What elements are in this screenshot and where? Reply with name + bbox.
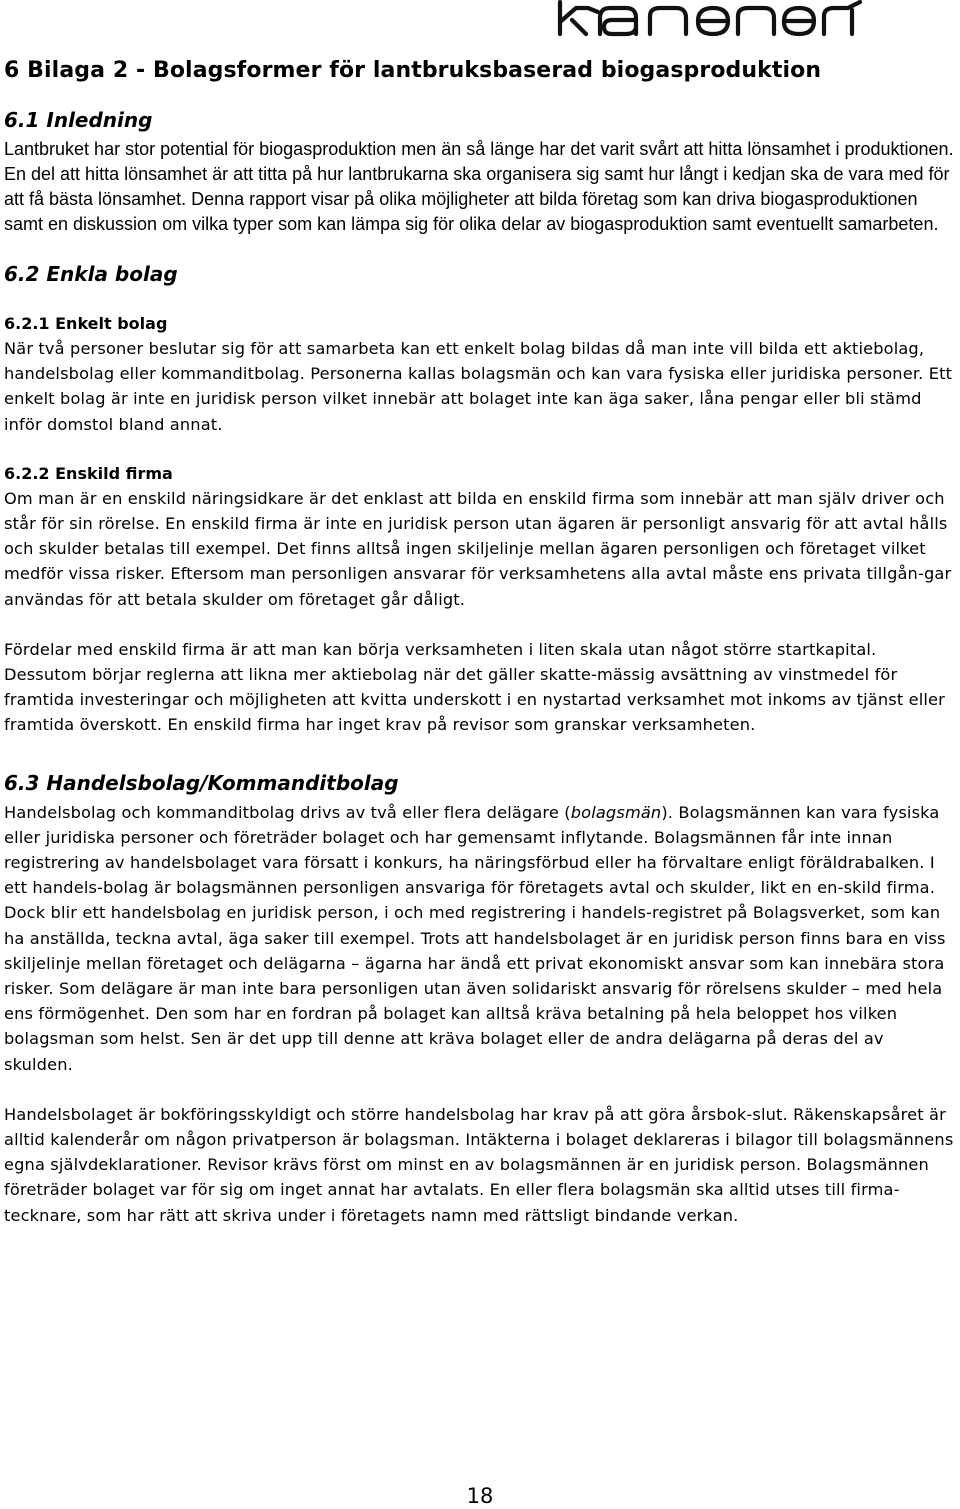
subsection-title-6-2-2: 6.2.2 Enskild firma xyxy=(4,463,173,483)
paragraph-handelsbolag-1-start: Handelsbolag och kommanditbolag drivs av två eller flera delägare ( xyxy=(4,802,571,822)
section-title-6-2: 6.2 Enkla bolag xyxy=(4,262,178,286)
document-page xyxy=(4,54,956,1228)
page-number: 18 xyxy=(466,1484,494,1508)
kanenergi-logo xyxy=(552,0,874,38)
term-bolagsman: bolagsmän xyxy=(570,802,662,822)
paragraph-handelsbolag-1-rest: ). Bolagsmännen kan vara fysiska eller juridiska personer och företräder bolaget och har gemensamt inflytande. Bolagsmännen får inte innan registrering av handelsbolaget vara försatt i konkurs, ha näringsförbud eller ha förvaltare enligt föräldrabalken. I ett handels-bolag är bolagsmännen personligen ansvariga för företagets avtal och skulder, likt en en-skild firma. Dock blir ett handelsbolag en juridisk person, i och med registrering i handels-registret på Bolagsverket, som kan ha anställda, teckna avtal, äga saker till exempel. Trots att handelsbolaget är en juridisk person finns bara en viss skiljelinje mellan företaget och delägarna – ägarna har ändå ett privat ekonomiskt ansvar som kan innebära stora risker. Som delägare är man inte bara personligen utan även solidariskt ansvarig för rörelsens skulder – med hela ens förmögenhet. Den som har en fordran på bolaget kan alltså kräva betalning på hela beloppet hos vilken bolagsman som helst. Sen är det upp till denne att kräva bolaget eller de andra delägarna på deras del av skulden. xyxy=(4,802,946,1074)
subsection-title-6-2-1: 6.2.1 Enkelt bolag xyxy=(4,314,168,333)
section-title-6-3: 6.3 Handelsbolag/Kommanditbolag xyxy=(4,770,399,795)
paragraph-enkelt-bolag: När två personer beslutar sig för att samarbeta kan ett enkelt bolag bildas då man inte vill bilda ett aktiebolag, handelsbolag eller kommanditbolag. Personerna kallas bolagsmän och kan vara fysiska eller juridiska personer. Ett enkelt bolag är inte en juridisk person vilket innebär att bolaget inte kan äga saker, låna pengar eller bli stämd inför domstol bland annat. xyxy=(4,339,953,434)
paragraph-handelsbolag-1 xyxy=(4,800,956,1077)
paragraph-enskild-firma-2: Fördelar med enskild firma är att man kan börja verksamheten i liten skala utan något större startkapital. Dessutom börjar reglerna att likna mer aktiebolag när det gäller skatte-mässig avsättning av vinstmedel för framtida investeringar och möjligheten att kvitta underskott i en nystartad verksamhet mot inkoms av tjänst eller framtida överskott. En enskild firma har inget krav på revisor som granskar verksamheten. xyxy=(4,639,945,735)
paragraph-handelsbolag-2: Handelsbolaget är bokföringsskyldigt och större handelsbolag har krav på att göra årsbok-slut. Räkenskapsåret är alltid kalenderår om någon privatperson är bolagsman. Intäkterna i bolaget deklareras i bilagor till bolagsmännens egna självdeklarationer. Revisor krävs först om minst en av bolagsmännen är en juridisk person. Bolagsmännen företräder bolaget var för sig om inget annat har avtalats. En eller flera bolagsmän ska alltid utses till firma-tecknare, som har rätt att skriva under i företagets namn med rättsligt bindande verkan. xyxy=(4,1104,954,1225)
chapter-title: 6 Bilaga 2 - Bolagsformer för lantbruksbaserad biogasproduktion xyxy=(4,58,822,83)
paragraph-enskild-firma-1: Om man är en enskild näringsidkare är det enklast att bilda en enskild firma som innebär att man själv driver och står för sin rörelse. En enskild firma är inte en juridisk person utan ägaren är personligt ansvarig för att avtal hålls och skulder betalas till exempel. Det finns alltså ingen skiljelinje mellan ägaren personligen och företaget vilket medför vissa risker. Eftersom man personligen ansvarar för verksamhetens alla avtal måste ens privata tillgån-gar användas för att betala skulder om företaget går dåligt. xyxy=(4,488,952,609)
section-title-6-1: 6.1 Inledning xyxy=(4,108,153,132)
paragraph-inledning: Lantbruket har stor potential för biogasproduktion men än så länge har det varit svårt att hitta lönsamhet i produktionen. En del att hitta lönsamhet är att titta på hur lantbrukarna ska organisera sig samt hur långt i kedjan ska de vara med för att få bästa lönsamhet. Denna rapport visar på olika möjligheter att bilda företag som kan driva biogasproduktionen samt en diskussion om vilka typer som kan lämpa sig för olika delar av biogasproduktion samt eventuellt samarbeten. xyxy=(4,139,954,234)
